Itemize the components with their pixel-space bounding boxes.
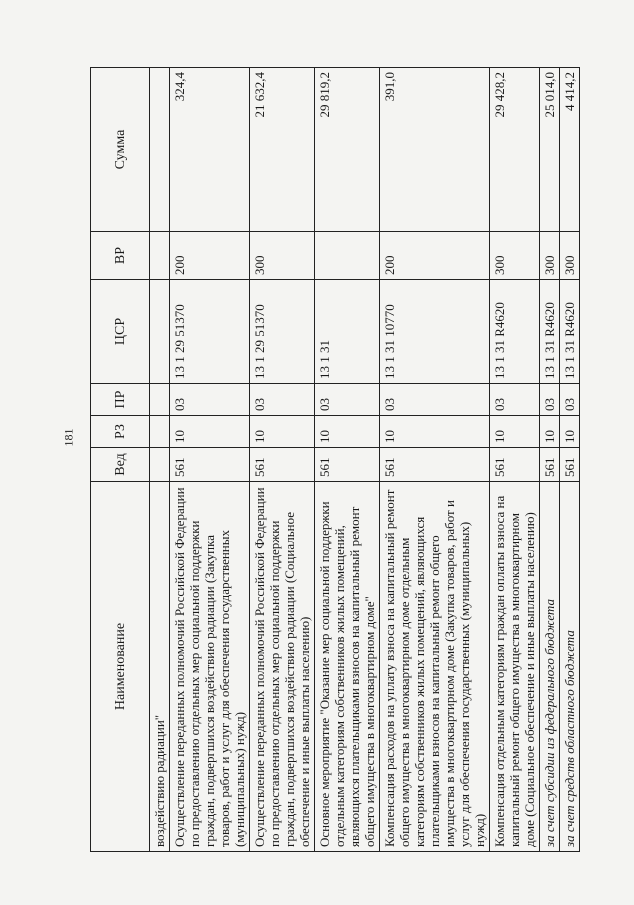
cell-ved	[150, 448, 170, 482]
header-vr: ВР	[91, 232, 150, 280]
cell-ved: 561	[250, 448, 315, 482]
cell-sum: 29 428,2	[490, 68, 540, 232]
cell-rz: 10	[315, 416, 380, 448]
cell-name: Компенсация расходов на уплату взноса на капитальный ремонт общего имущества в многоквартирном доме отдельным категориям собственников жилых помещений, являющихся плательщиками взносов на капитальный ремонт общего имущества в многоквартирном доме (Закупка товаров, работ и услуг для обеспечения государственных (муниципальных) нужд)	[380, 482, 490, 852]
cell-sum: 4 414,2	[560, 68, 580, 232]
cell-pr: 03	[380, 384, 490, 416]
cell-csr: 13 1 31 R4620	[540, 280, 560, 384]
cell-csr: 13 1 31	[315, 280, 380, 384]
cell-csr: 13 1 31 10770	[380, 280, 490, 384]
cell-vr	[315, 232, 380, 280]
table-row	[315, 68, 380, 852]
cell-name: за счет средств областного бюджета	[560, 482, 580, 852]
table-header-row	[91, 68, 150, 852]
cell-sum: 25 014,0	[540, 68, 560, 232]
cell-pr: 03	[540, 384, 560, 416]
cell-sum: 391,0	[380, 68, 490, 232]
cell-name: Компенсация отдельным категориям граждан оплаты взноса на капитальный ремонт общего имущества в многоквартирном доме (Социальное обеспечение и иные выплаты населению)	[490, 482, 540, 852]
cell-ved: 561	[540, 448, 560, 482]
cell-vr	[150, 232, 170, 280]
cell-name: Основное мероприятие "Оказание мер социальной поддержки отдельным категориям собственников жилых помещений, являющихся плательщиками взносов на капитальный ремонт общего имущества в многоквартирном доме"	[315, 482, 380, 852]
cell-csr: 13 1 31 R4620	[490, 280, 540, 384]
rotated-budget-table-container	[90, 68, 610, 852]
header-pr: ПР	[91, 384, 150, 416]
cell-sum: 324,4	[170, 68, 250, 232]
table-row-continuation	[150, 68, 170, 852]
cell-rz: 10	[540, 416, 560, 448]
header-sum: Сумма	[91, 68, 150, 232]
table-row	[170, 68, 250, 852]
cell-csr: 13 1 29 51370	[250, 280, 315, 384]
header-ved: Вед	[91, 448, 150, 482]
header-rz: РЗ	[91, 416, 150, 448]
cell-csr: 13 1 29 51370	[170, 280, 250, 384]
table-row	[560, 68, 580, 852]
cell-csr	[150, 280, 170, 384]
cell-vr: 200	[170, 232, 250, 280]
cell-sum	[150, 68, 170, 232]
table-row	[540, 68, 560, 852]
cell-rz: 10	[170, 416, 250, 448]
cell-rz: 10	[380, 416, 490, 448]
cell-csr: 13 1 31 R4620	[560, 280, 580, 384]
table-row	[490, 68, 540, 852]
cell-rz: 10	[560, 416, 580, 448]
cell-pr: 03	[560, 384, 580, 416]
cell-ved: 561	[560, 448, 580, 482]
cell-vr: 200	[380, 232, 490, 280]
header-name: Наименование	[91, 482, 150, 852]
cell-pr: 03	[315, 384, 380, 416]
cell-vr: 300	[250, 232, 315, 280]
table-row	[380, 68, 490, 852]
cell-vr: 300	[560, 232, 580, 280]
cell-pr	[150, 384, 170, 416]
budget-table	[90, 67, 580, 852]
cell-ved: 561	[490, 448, 540, 482]
cell-vr: 300	[540, 232, 560, 280]
cell-pr: 03	[250, 384, 315, 416]
cell-sum: 21 632,4	[250, 68, 315, 232]
cell-vr: 300	[490, 232, 540, 280]
cell-rz: 10	[250, 416, 315, 448]
cell-rz	[150, 416, 170, 448]
cell-pr: 03	[170, 384, 250, 416]
cell-ved: 561	[380, 448, 490, 482]
header-csr: ЦСР	[91, 280, 150, 384]
cell-name: за счет субсидии из федерального бюджета	[540, 482, 560, 852]
cell-sum: 29 819,2	[315, 68, 380, 232]
cell-name: Осуществление переданных полномочий Российской Федерации по предоставлению отдельных мер социальной поддержки граждан, подвергшихся воздействию радиации (Социальное обеспечение и иные выплаты населению)	[250, 482, 315, 852]
cell-ved: 561	[170, 448, 250, 482]
cell-name: воздействию радиации"	[150, 482, 170, 852]
cell-rz: 10	[490, 416, 540, 448]
cell-ved: 561	[315, 448, 380, 482]
page-number: 181	[61, 428, 76, 447]
table-row	[250, 68, 315, 852]
cell-pr: 03	[490, 384, 540, 416]
cell-name: Осуществление переданных полномочий Российской Федерации по предоставлению отдельных мер социальной поддержки граждан, подвергшихся воздействию радиации (Закупка товаров, работ и услуг для обеспечения государственных (муниципальных) нужд)	[170, 482, 250, 852]
